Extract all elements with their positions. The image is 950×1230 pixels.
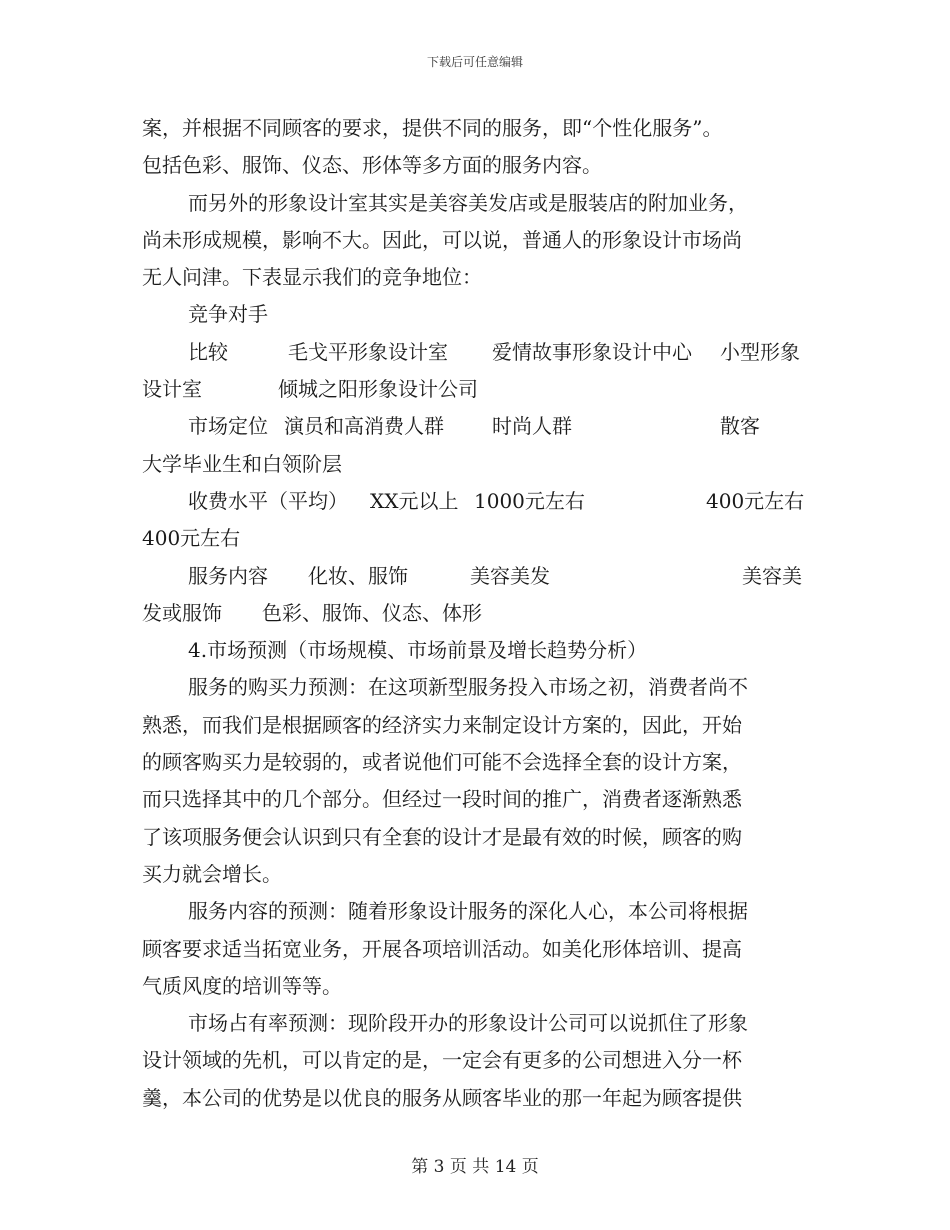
table-cell: 美容美发 bbox=[470, 563, 550, 588]
table-row-price bbox=[142, 483, 810, 520]
table-cell: 演员和高消费人群 bbox=[284, 414, 444, 439]
paragraph-line: 服务内容的预测：随着形象设计服务的深化人心，本公司将根据 bbox=[188, 899, 748, 924]
table-cell: 小型形象 bbox=[720, 339, 800, 364]
paragraph-line: 了该项服务便会认识到只有全套的设计才是最有效的时候，顾客的购 bbox=[142, 824, 742, 849]
table-row-price-cont bbox=[142, 520, 810, 557]
paragraph-line: 而另外的形象设计室其实是美容美发店或是服装店的附加业务， bbox=[188, 190, 748, 215]
table-row-position-cont bbox=[142, 446, 810, 483]
table-cell: 收费水平（平均） bbox=[188, 488, 348, 513]
page-header: 下载后可任意编辑 bbox=[426, 55, 523, 69]
table-cell: 1000元左右 bbox=[474, 488, 585, 513]
paragraph-line: 包括色彩、服饰、仪态、形体等多方面的服务内容。 bbox=[142, 153, 602, 178]
table-cell: 大学毕业生和白领阶层 bbox=[142, 451, 342, 476]
table-cell: 色彩、服饰、仪态、体形 bbox=[262, 600, 482, 625]
table-cell: 400元左右 bbox=[706, 488, 805, 513]
table-cell: 设计室 bbox=[142, 377, 202, 402]
table-cell: 发或服饰 bbox=[142, 600, 222, 625]
paragraph-line: 而只选择其中的几个部分。但经过一段时间的推广，消费者逐渐熟悉 bbox=[142, 787, 742, 812]
paragraph-line: 顾客要求适当拓宽业务，开展各项培训活动。如美化形体培训、提高 bbox=[142, 936, 742, 961]
paragraph-line: 服务的购买力预测：在这项新型服务投入市场之初，消费者尚不 bbox=[188, 675, 748, 700]
table-cell: 比较 bbox=[188, 339, 228, 364]
table-row-compare-cont bbox=[142, 371, 810, 408]
table-row-service-cont bbox=[142, 595, 810, 632]
paragraph-line: 气质风度的培训等等。 bbox=[142, 973, 342, 998]
table-cell: 400元左右 bbox=[142, 526, 241, 551]
page-footer: 第 3 页 共 14 页 bbox=[411, 1157, 539, 1177]
table-cell: 毛戈平形象设计室 bbox=[288, 339, 448, 364]
paragraph-line: 羹，本公司的优势是以优良的服务从顾客毕业的那一年起为顾客提供 bbox=[142, 1085, 742, 1110]
table-cell: 化妆、服饰 bbox=[308, 563, 408, 588]
table-row-position bbox=[142, 408, 810, 445]
table-cell: 时尚人群 bbox=[492, 414, 572, 439]
table-cell: 美容美 bbox=[742, 563, 802, 588]
paragraph-line: 尚未形成规模，影响不大。因此，可以说，普通人的形象设计市场尚 bbox=[142, 227, 742, 252]
paragraph-line: 买力就会增长。 bbox=[142, 861, 282, 886]
table-caption: 竞争对手 bbox=[188, 302, 268, 327]
table-cell: 爱情故事形象设计中心 bbox=[492, 339, 692, 364]
table-row-service bbox=[142, 558, 810, 595]
table-cell: 散客 bbox=[720, 414, 760, 439]
paragraph-line: 案，并根据不同顾客的要求，提供不同的服务，即“个性化服务”。 bbox=[142, 116, 723, 140]
document-body bbox=[142, 110, 810, 1117]
section-heading: 4.市场预测（市场规模、市场前景及增长趋势分析） bbox=[188, 638, 648, 663]
table-cell: 市场定位 bbox=[188, 414, 268, 439]
paragraph-line: 的顾客购买力是较弱的，或者说他们可能不会选择全套的设计方案， bbox=[142, 750, 742, 775]
table-row-compare bbox=[142, 334, 810, 371]
paragraph-line: 无人问津。下表显示我们的竞争地位： bbox=[142, 265, 482, 290]
table-cell: 倾城之阳形象设计公司 bbox=[278, 377, 478, 402]
paragraph-line: 设计领域的先机，可以肯定的是，一定会有更多的公司想进入分一杯 bbox=[142, 1048, 742, 1073]
paragraph-line: 市场占有率预测：现阶段开办的形象设计公司可以说抓住了形象 bbox=[188, 1011, 748, 1036]
paragraph-line: 熟悉，而我们是根据顾客的经济实力来制定设计方案的，因此，开始 bbox=[142, 712, 742, 737]
table-cell: 服务内容 bbox=[188, 563, 268, 588]
table-cell: XX元以上 bbox=[370, 488, 459, 513]
